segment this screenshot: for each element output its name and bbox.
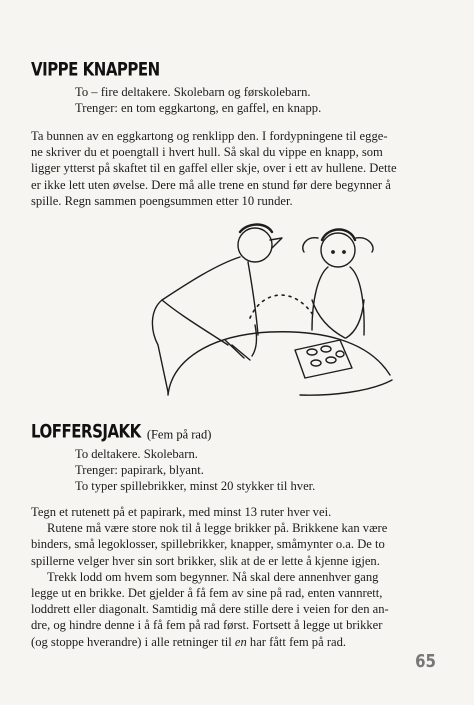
body-line: spille. Regn sammen poengsummen etter 10 runder. [31, 193, 293, 208]
body-line: Trekk lodd om hvem som begynner. Nå skal dere annenhver gang [47, 569, 379, 584]
body-line: Rutene må være store nok til å legge brikker på. Brikkene kan være [47, 521, 388, 536]
body-line: binders, små legoklosser, spillebrikker, knapper, småmynter o.a. De to [31, 537, 385, 552]
body-line: spillerne velger hver sin sort brikker, slik at de er lette å kjenne igjen. [31, 553, 380, 568]
section2-body [31, 504, 447, 650]
body-line: ne skriver du et poengtall i hvert hull. Så skal du vippe en knapp, som [31, 145, 383, 160]
section-subtitle: (Fem på rad) [146, 427, 212, 442]
section-title-vippe-knappen: VIPPE KNAPPEN [31, 58, 160, 81]
body-line: ligger ytterst på skaftet til en gaffel eller skje, over i ett av hullene. Dette [31, 161, 397, 176]
section2-requirements [75, 446, 315, 495]
body-line-final: (og stoppe hverandre) i alle retninger til en har fått fem på rad. [31, 634, 347, 649]
emphasis-word: en [234, 634, 247, 649]
section-title-loffersjakk: LOFFERSJAKK (Fem på rad) [31, 420, 212, 443]
needs-text: Trenger: en tom eggkartong, en gaffel, en knapp. [75, 101, 322, 116]
pieces-text: To typer spillebrikker, minst 20 stykker til hver. [75, 479, 316, 494]
participants-text: To deltakere. Skolebarn. [75, 447, 198, 461]
body-line: dre, og hindre denne i å få fem på rad først. Fortsett å legge ut brikker [31, 618, 383, 633]
body-line: Tegn et rutenett på et papirark, med minst 13 ruter hver vei. [31, 505, 332, 519]
participants-text: To – fire deltakere. Skolebarn og førskolebarn. [75, 85, 311, 99]
body-line: loddrett eller diagonalt. Samtidig må dere stille dere i veien for den an- [31, 602, 389, 617]
needs-text: Trenger: papirark, blyant. [75, 463, 204, 478]
body-line: Ta bunnen av en eggkartong og renklipp den. I fordypningene til egge- [31, 129, 388, 143]
page-number: 65 [415, 650, 436, 672]
body-line: er ikke lett uten øvelse. Dere må alle trene en stund før dere begynner å [31, 177, 391, 192]
body-line: legge ut en brikke. Det gjelder å få fem av sine på rad, enten vannrett, [31, 586, 383, 601]
